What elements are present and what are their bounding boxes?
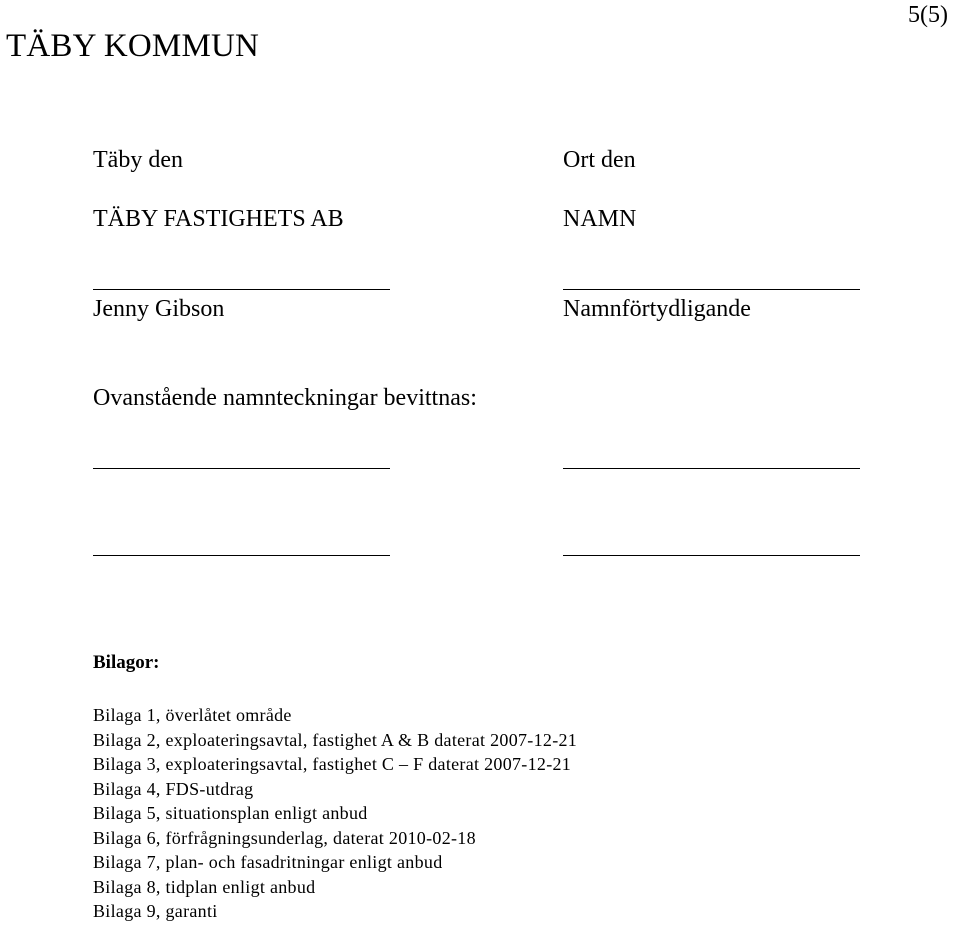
attachment-item: Bilaga 7, plan- och fasadritningar enligt anbud xyxy=(93,852,443,872)
left-place-date: Täby den xyxy=(93,147,183,173)
witness-line-right-2 xyxy=(563,555,860,556)
right-signature-line xyxy=(563,289,860,290)
right-name-clarification: Namnförtydligande xyxy=(563,296,751,322)
attachment-item: Bilaga 3, exploateringsavtal, fastighet C – F daterat 2007-12-21 xyxy=(93,754,572,774)
witness-line-left-2 xyxy=(93,555,390,556)
left-signer-name: Jenny Gibson xyxy=(93,296,225,322)
attachment-item: Bilaga 9, garanti xyxy=(93,901,218,921)
right-place-date: Ort den xyxy=(563,147,636,173)
attachments-list xyxy=(93,703,577,924)
witness-text: Ovanstående namnteckningar bevittnas: xyxy=(93,385,477,411)
left-company: TÄBY FASTIGHETS AB xyxy=(93,206,344,232)
attachment-item: Bilaga 1, överlåtet område xyxy=(93,705,292,725)
witness-line-right-1 xyxy=(563,468,860,469)
attachment-item: Bilaga 2, exploateringsavtal, fastighet A & B daterat 2007-12-21 xyxy=(93,729,578,750)
page-number: 5(5) xyxy=(908,2,948,28)
attachment-item: Bilaga 5, situationsplan enligt anbud xyxy=(93,803,368,823)
witness-line-left-1 xyxy=(93,468,390,469)
right-company: NAMN xyxy=(563,206,637,232)
attachment-item: Bilaga 4, FDS-utdrag xyxy=(93,778,254,799)
organization-title: TÄBY KOMMUN xyxy=(6,28,260,64)
attachment-item: Bilaga 8, tidplan enligt anbud xyxy=(93,876,316,897)
left-signature-line xyxy=(93,289,390,290)
attachments-heading: Bilagor: xyxy=(93,652,160,673)
attachment-item: Bilaga 6, förfrågningsunderlag, daterat 2010-02-18 xyxy=(93,827,476,848)
